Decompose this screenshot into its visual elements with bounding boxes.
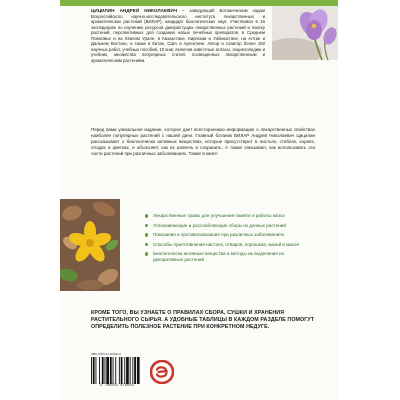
barcode (91, 357, 143, 384)
barcode-bar (115, 357, 116, 384)
book-back-cover (60, 0, 338, 400)
barcode-bar (121, 357, 123, 384)
barcode-bar (93, 357, 95, 384)
barcode-bar (132, 357, 133, 384)
feature-item: Способы приготовления настоек, отваров, порошков, мазей и масел (145, 242, 315, 248)
barcode-bar (137, 357, 140, 384)
barcode-bar (130, 357, 131, 384)
closing-promo-text: КРОМЕ ТОГО, ВЫ УЗНАЕТЕ О ПРАВИЛАХ СБОРА, СУШКИ И ХРАНЕНИЯ РАСТИТЕЛЬНОГО СЫРЬЯ. А УДОБНЫЕ ТАБЛИЦЫ В КАЖДОМ РАЗДЕЛЕ ПОМОГУТ ОПРЕДЕЛИТЬ ПОЛЕЗНОЕ РАСТЕНИЕ ПРИ КОНКРЕТНОМ НЕДУГЕ. (91, 310, 315, 331)
barcode-bar (91, 357, 92, 384)
yellow-flower-photo (60, 199, 120, 291)
book-annotation: Перед вами уникальное издание, которое дает всестороннюю информацию о лекарственных свойствах наиболее популярных растений с нашей дачи. Главный ботаник ВИЛАР Андрей Николаевич Цицилин рассказывает о биологически активных веществах, которые присутствуют в листьях, стеблях, корнях, плодах и цветках, и объясняет, как их извлечь и сохранить. А также описывает, как использовать эти части растений при различных заболеваниях. Также в книге: (91, 127, 315, 156)
barcode-bar (106, 357, 109, 384)
barcode-bar (124, 357, 125, 384)
barcode-bar (126, 357, 129, 384)
eksmo-logo-icon (150, 360, 174, 384)
feature-item: Лекарственные травы для улучшения памяти и работы мозга (145, 213, 315, 219)
barcode-bar (102, 357, 104, 384)
barcode-bar (113, 357, 114, 384)
feature-item: Показания и противопоказания при различных заболеваниях (145, 232, 315, 238)
crocus-flower-illustration (272, 6, 338, 60)
barcode-bar (96, 357, 97, 384)
author-bio (91, 8, 265, 63)
feature-item: Успокаивающие и расслабляющие сборы из дачных растений (145, 223, 315, 229)
barcode-number: 9 785041 879020 (100, 384, 134, 388)
yellow-flower-illustration (60, 199, 120, 291)
feature-item: Биологически активные вещества и методы их выделения из декоративных растений (145, 251, 315, 263)
barcode-bar (134, 357, 136, 384)
barcode-bar (110, 357, 112, 384)
crocus-flower-photo (272, 6, 338, 60)
features-list (145, 213, 315, 266)
isbn-text: ISBN 978-5-04-187902-0 (91, 353, 122, 356)
author-bio-text: – заведующий Ботаническим садом Всероссийского научно-исследовательского института лекарственных и ароматических растений (ВИЛАР), кандидат биологических наук. Участвовал в 16 экспедициях по изучению ресурсов дикорастущих лекарственных растений и поиску растений, перспективных для создания новых лечебных препаратов, в Среднем Поволжье и на Южном Урале, в Казахстане, Киргизии и Узбекистане, на Алтае и Дальнем Востоке, а также в Китае, США и Аргентине. Автор и соавтор более 150 научных работ, учебных пособий, 10 книг, включая известные атласы, энциклопедию и учебник, множества популярных статей, посвященных лекарственным и ароматическим растениям. (91, 8, 265, 63)
barcode-bar (119, 357, 120, 384)
author-name: ЦИЦИЛИН АНДРЕЙ НИКОЛАЕВИЧ (91, 8, 178, 13)
barcode-bar (105, 357, 106, 384)
barcode-bar (99, 357, 100, 384)
